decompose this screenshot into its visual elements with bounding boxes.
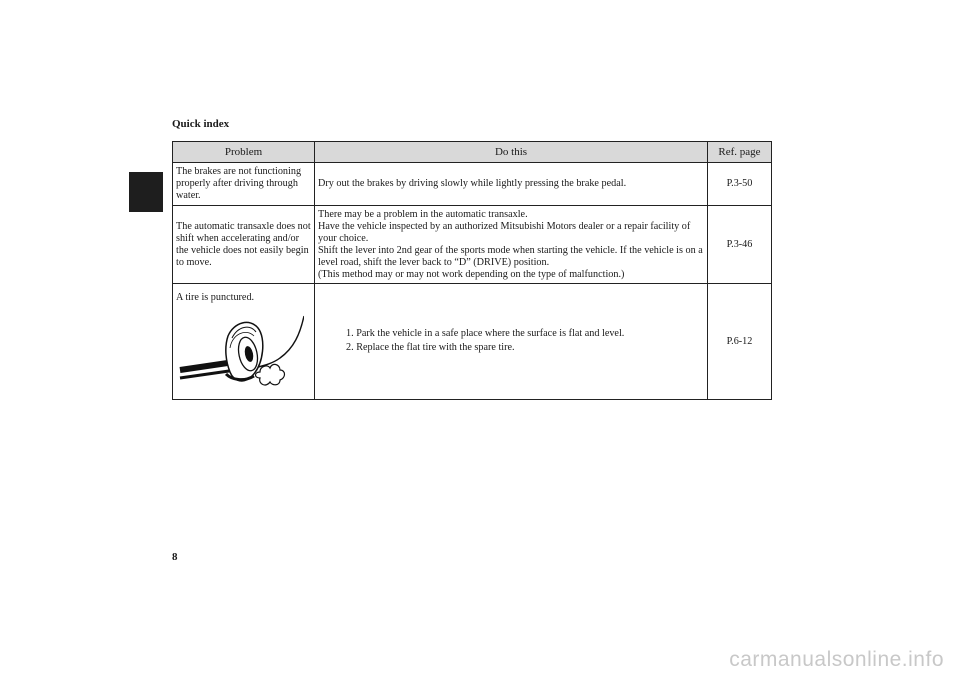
ref-page-cell: P.3-46: [708, 206, 772, 284]
list-item: 2. Replace the flat tire with the spare tire.: [346, 341, 515, 353]
page-number: 8: [172, 551, 178, 563]
action-line: Shift the lever into 2nd gear of the sports mode when starting the vehicle. If the vehicle is on a level road, shift the lever back to “D” (DRIVE) position.: [318, 244, 703, 268]
table-row: [173, 284, 772, 400]
table-header-row: [173, 142, 772, 163]
list-item: 1. Park the vehicle in a safe place where the surface is flat and level.: [346, 327, 625, 339]
flat-tire-illustration: [176, 308, 304, 392]
action-line: Have the vehicle inspected by an authorized Mitsubishi Motors dealer or a repair facility of your choice.: [318, 220, 691, 244]
watermark: carmanualsonline.info: [729, 648, 944, 671]
action-line: There may be a problem in the automatic transaxle.: [318, 208, 528, 220]
ref-page-cell: P.3-50: [708, 163, 772, 206]
quick-index-table: [172, 141, 772, 400]
table-row: [173, 206, 772, 284]
action-cell: Dry out the brakes by driving slowly while lightly pressing the brake pedal.: [315, 163, 708, 206]
column-header-do-this: Do this: [315, 142, 708, 163]
problem-cell: [173, 284, 315, 400]
action-cell: [315, 206, 708, 284]
action-line: (This method may or may not work depending on the type of malfunction.): [318, 268, 625, 280]
ref-page-cell: P.6-12: [708, 284, 772, 400]
section-title: Quick index: [172, 118, 230, 130]
problem-cell: The automatic transaxle does not shift when accelerating and/or the vehicle does not easily begin to move.: [173, 206, 315, 284]
column-header-problem: Problem: [173, 142, 315, 163]
table-row: [173, 163, 772, 206]
section-tab-marker: [129, 172, 163, 212]
column-header-ref-page: Ref. page: [708, 142, 772, 163]
steps-list: [318, 328, 704, 354]
problem-cell: The brakes are not functioning properly after driving through water.: [173, 163, 315, 206]
problem-text: A tire is punctured.: [176, 291, 255, 303]
action-cell: [315, 284, 708, 400]
